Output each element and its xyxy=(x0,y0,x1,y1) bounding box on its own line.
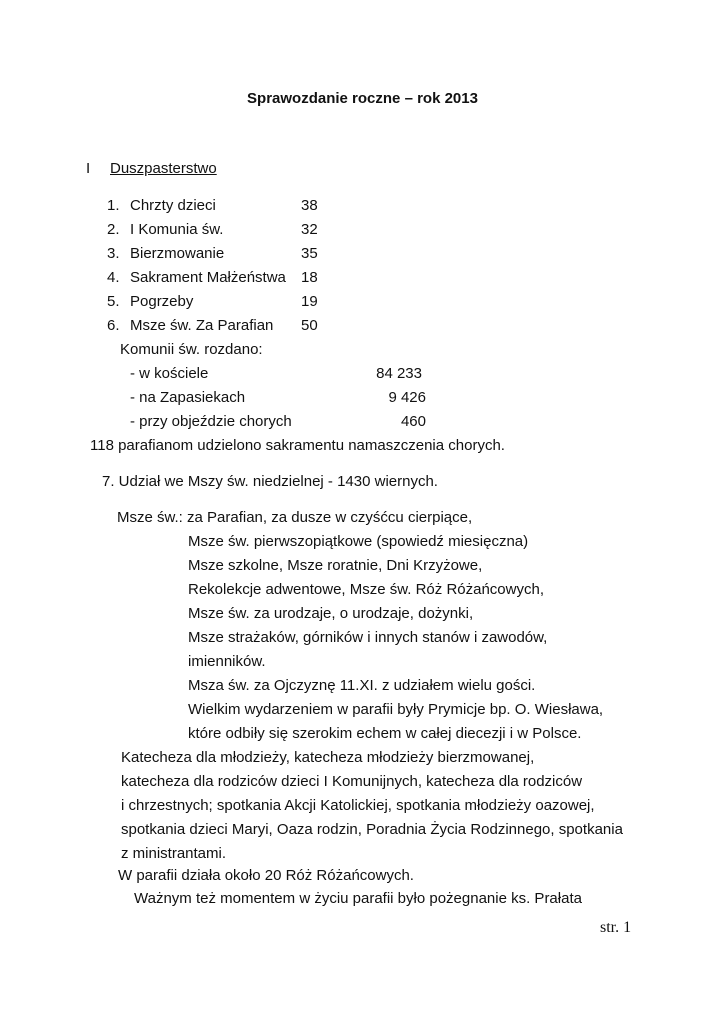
communion-row-value: 9 426 xyxy=(388,389,426,406)
communion-row-label: - przy objeździe chorych xyxy=(130,413,292,430)
farewell-text: Ważnym też momentem w życiu parafii było pożegnanie ks. Prałata xyxy=(134,890,582,907)
communion-heading: Komunii św. rozdano: xyxy=(120,341,263,358)
list-item-label: Chrzty dzieci xyxy=(130,197,216,214)
masses-line: Wielkim wydarzeniem w parafii były Prymicje bp. O. Wiesława, xyxy=(188,701,604,718)
list-item-number: 4. xyxy=(107,269,120,286)
list-item-value: 32 xyxy=(301,221,318,238)
list-item-value: 19 xyxy=(301,293,318,310)
page-number: str. 1 xyxy=(600,919,632,936)
masses-line: Msze szkolne, Msze roratnie, Dni Krzyżowe, xyxy=(188,557,483,574)
rosary-text: W parafii działa około 20 Róż Różańcowych. xyxy=(118,867,414,884)
catechesis-line: i chrzestnych; spotkania Akcji Katolickiej, spotkania młodzieży oazowej, xyxy=(121,797,595,814)
list-item-number: 2. xyxy=(107,221,120,238)
item-7: 7. Udział we Mszy św. niedzielnej - 1430 wiernych. xyxy=(102,473,438,490)
masses-line: Msze św. za urodzaje, o urodzaje, dożynki, xyxy=(188,605,474,622)
list-item-number: 5. xyxy=(107,293,120,310)
list-item-number: 6. xyxy=(107,317,120,334)
list-item-label: Msze św. Za Parafian xyxy=(130,317,274,334)
list-item-label: Pogrzeby xyxy=(130,293,194,310)
section-heading: Duszpasterstwo xyxy=(110,160,217,177)
masses-line: Msze strażaków, górników i innych stanów i zawodów, xyxy=(188,629,548,646)
anointing-text: 118 parafianom udzielono sakramentu namaszczenia chorych. xyxy=(90,437,505,454)
document-title: Sprawozdanie roczne – rok 2013 xyxy=(247,90,478,107)
catechesis-line: katecheza dla rodziców dzieci I Komunijnych, katecheza dla rodziców xyxy=(121,773,583,790)
list-item-value: 38 xyxy=(301,197,318,214)
section-number: I xyxy=(86,160,91,177)
list-item-number: 3. xyxy=(107,245,120,262)
masses-line: Msze św.: za Parafian, za dusze w czyśćcu cierpiące, xyxy=(117,509,473,526)
catechesis-line: Katecheza dla młodzieży, katecheza młodzieży bierzmowanej, xyxy=(121,749,535,766)
communion-row-value: 460 xyxy=(400,413,426,430)
masses-line: które odbiły się szerokim echem w całej diecezji i w Polsce. xyxy=(188,725,582,742)
list-item-label: Sakrament Małżeństwa xyxy=(130,269,286,286)
list-item-label: I Komunia św. xyxy=(130,221,224,238)
communion-row-label: - na Zapasiekach xyxy=(130,389,246,406)
list-item-value: 50 xyxy=(301,317,318,334)
masses-line: Rekolekcje adwentowe, Msze św. Róż Różańcowych, xyxy=(188,581,544,598)
communion-row-value: 84 233 xyxy=(376,365,422,382)
list-item-number: 1. xyxy=(107,197,120,214)
catechesis-line: z ministrantami. xyxy=(121,845,227,862)
masses-line: Msza św. za Ojczyznę 11.XI. z udziałem wielu gości. xyxy=(188,677,536,694)
list-item-label: Bierzmowanie xyxy=(130,245,225,262)
list-item-value: 35 xyxy=(301,245,318,262)
masses-line: imienników. xyxy=(188,653,266,670)
communion-row-label: - w kościele xyxy=(130,365,209,382)
list-item-value: 18 xyxy=(301,269,318,286)
catechesis-line: spotkania dzieci Maryi, Oaza rodzin, Poradnia Życia Rodzinnego, spotkania xyxy=(121,821,623,838)
masses-line: Msze św. pierwszopiątkowe (spowiedź miesięczna) xyxy=(188,533,529,550)
